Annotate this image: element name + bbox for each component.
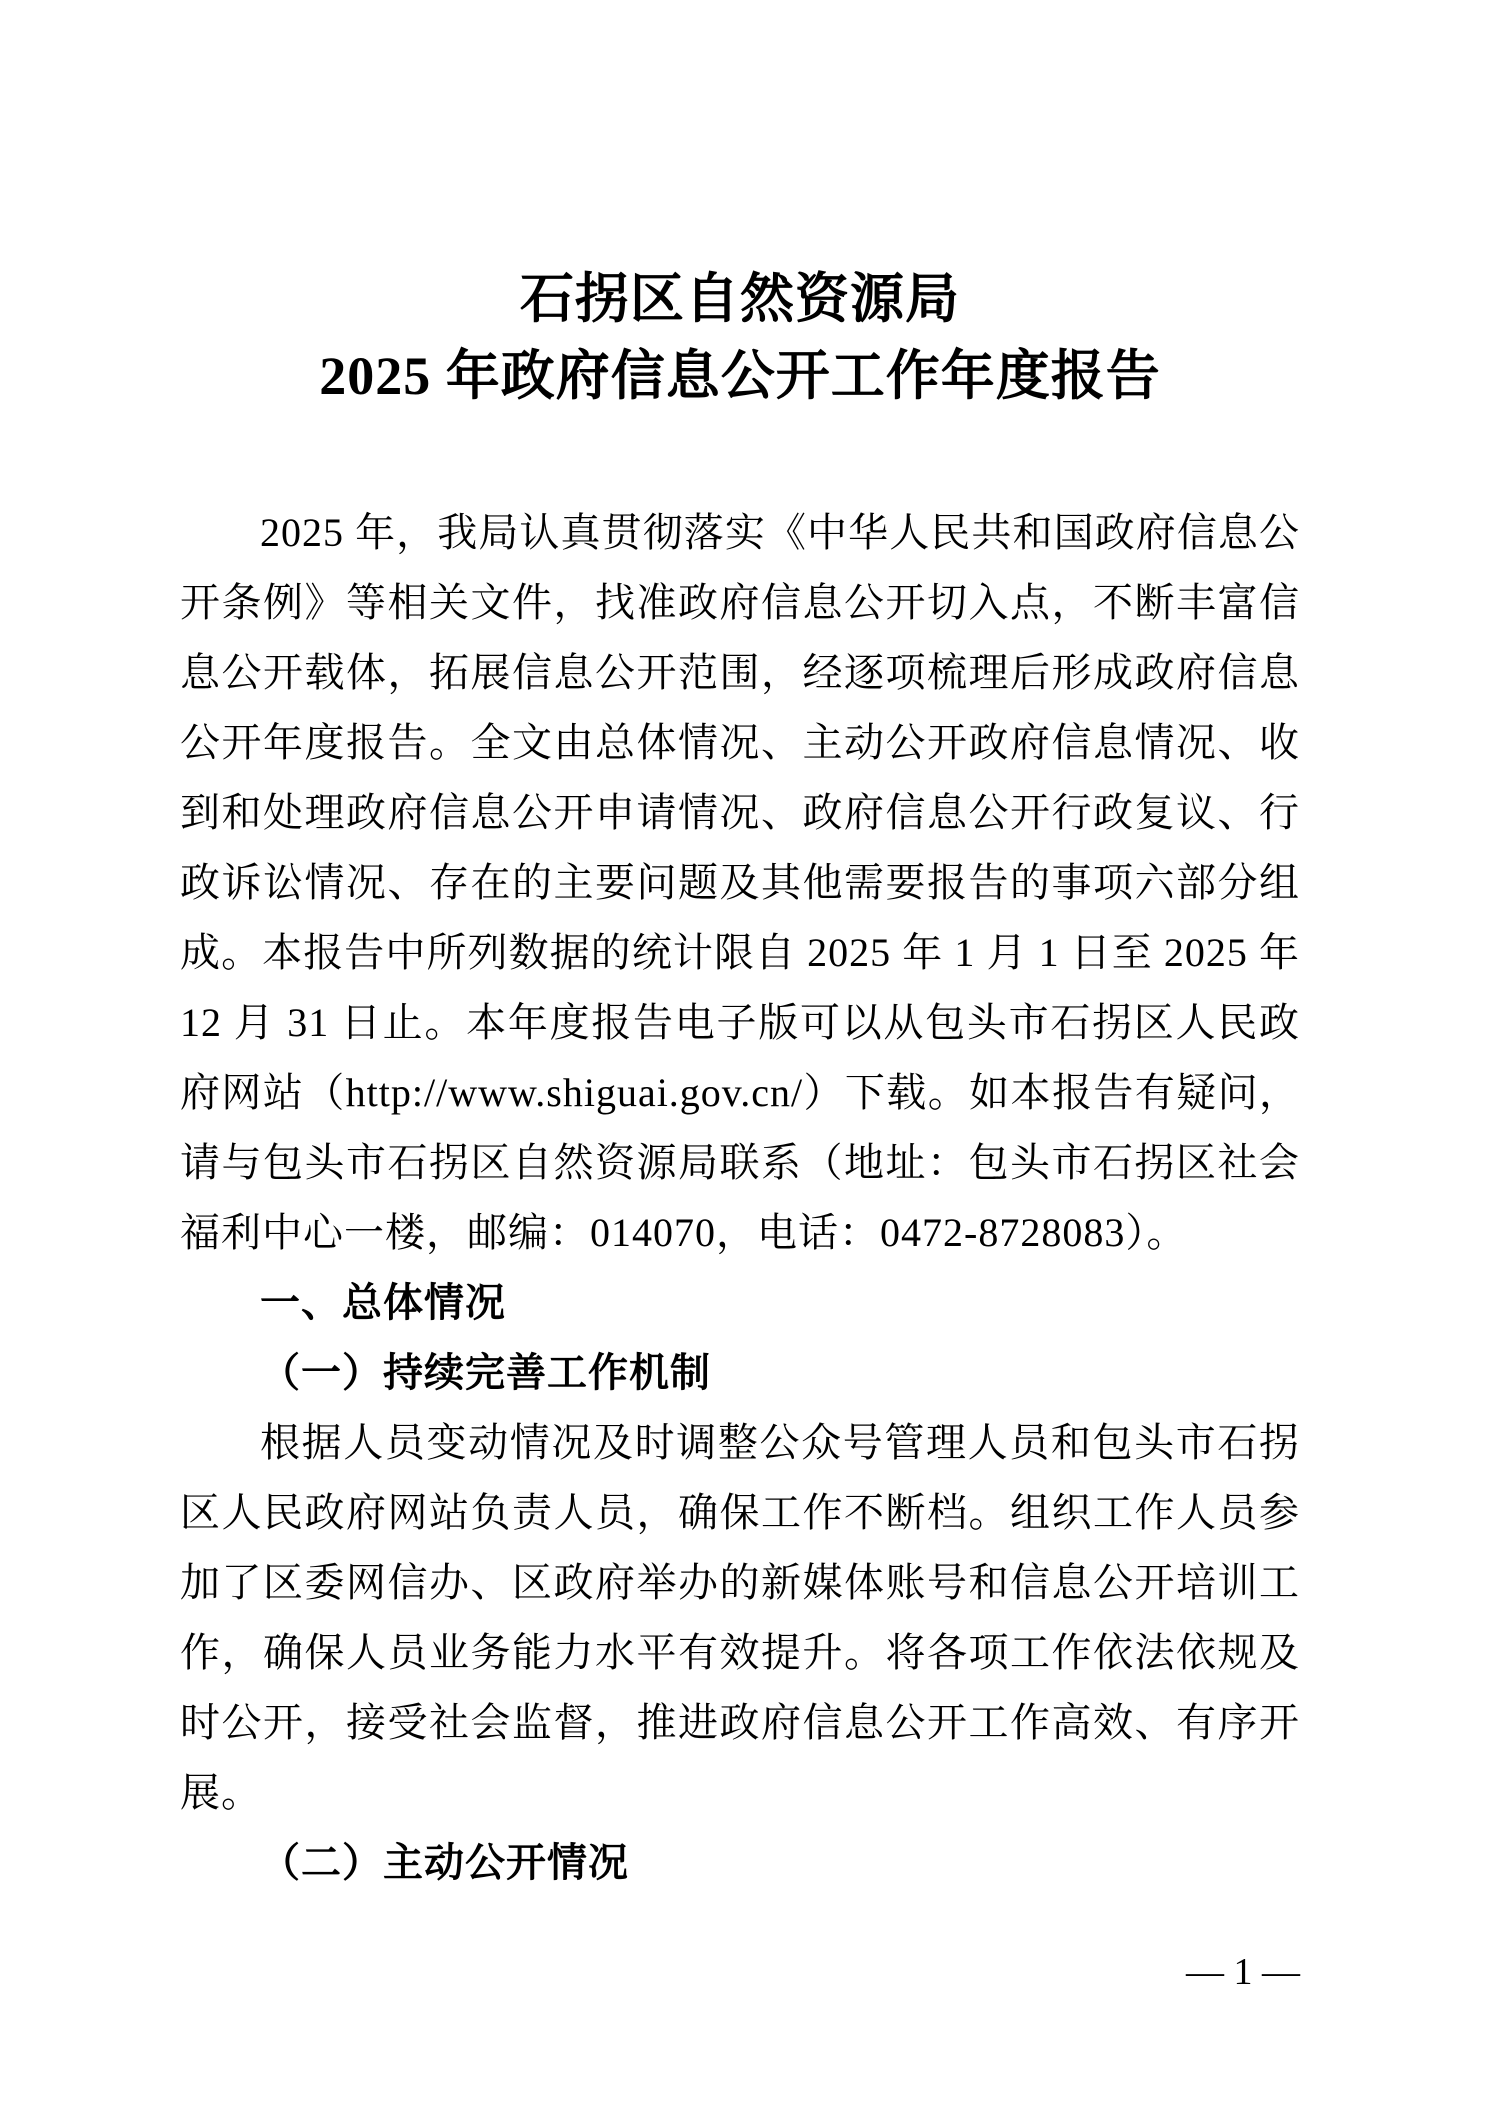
document-content: [180, 0, 1300, 1898]
page-number: — 1 —: [1186, 1951, 1300, 1993]
section-1-heading: 一、总体情况: [260, 1281, 506, 1325]
subsection-1-1-paragraph: 根据人员变动情况及时调整公众号管理人员和包头市石拐区人民政府网站负责人员，确保工作不断档。组织工作人员参加了区委网信办、区政府举办的新媒体账号和信息公开培训工作，确保人员业务能力水平有效提升。将各项工作依法依规及时公开，接受社会监督，推进政府信息公开工作高效、有序开展。: [180, 1420, 1300, 1815]
document-title: [180, 261, 1300, 415]
document-body: [180, 498, 1300, 1898]
document-title-line2: 2025 年政府信息公开工作年度报告: [319, 346, 1161, 406]
subsection-1-2-heading: （二）主动公开情况: [260, 1840, 629, 1885]
document-title-line1: 石拐区自然资源局: [520, 269, 960, 329]
subsection-1-1-heading: （一）持续完善工作机制: [260, 1350, 711, 1395]
intro-paragraph: 2025 年，我局认真贯彻落实《中华人民共和国政府信息公开条例》等相关文件，找准政府信息公开切入点，不断丰富信息公开载体，拓展信息公开范围，经逐项梳理后形成政府信息公开年度报告。全文由总体情况、主动公开政府信息情况、收到和处理政府信息公开申请情况、政府信息公开行政复议、行政诉讼情况、存在的主要问题及其他需要报告的事项六部分组成。本报告中所列数据的统计限自 2025 年 1 月 1 日至 2025 年 12 月 31 日止。本年度报告电子版可以从包头市石拐区人民政府网站（http://www.shiguai.gov.cn/）下载。如本报告有疑问，请与包头市石拐区自然资源局联系（地址：包头市石拐区社会福利中心一楼，邮编：014070，电话：0472-8728083）。: [180, 510, 1300, 1255]
